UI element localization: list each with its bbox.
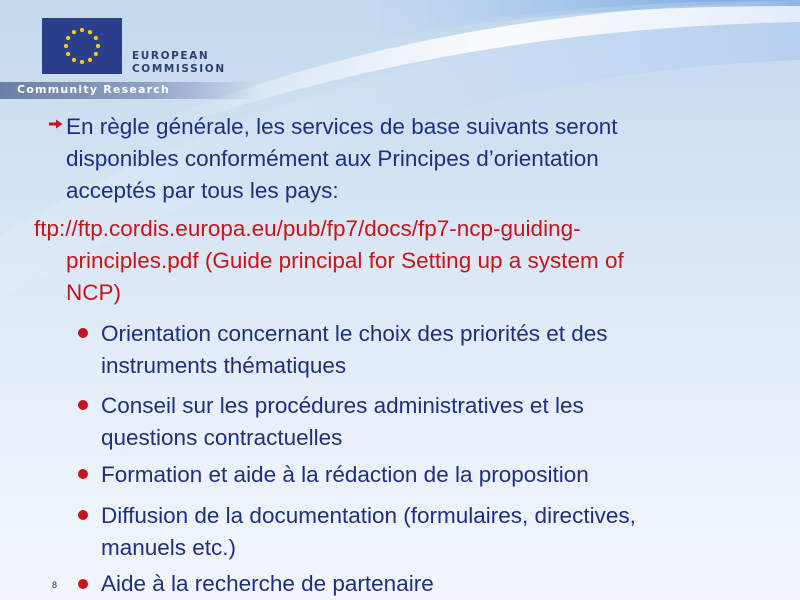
bullet-dot-icon — [78, 510, 88, 520]
service-item-4-line-1: Diffusion de la documentation (formulaires, directives, — [101, 503, 636, 528]
page-number: 8 — [52, 580, 58, 590]
intro-line-3: acceptés par tous les pays: — [66, 178, 339, 203]
service-item-2-line-2: questions contractuelles — [101, 425, 343, 450]
guide-link-line-3[interactable]: NCP) — [66, 280, 121, 305]
bullet-dot-icon — [78, 400, 88, 410]
org-line-1: EUROPEAN — [132, 50, 210, 62]
guide-link-line-2[interactable]: principles.pdf (Guide principal for Setting up a system of — [66, 248, 624, 273]
org-line-2: COMMISSION — [132, 63, 226, 75]
guide-link-line-1[interactable]: ftp://ftp.cordis.europa.eu/pub/fp7/docs/fp7-ncp-guiding- — [34, 216, 581, 241]
service-item-1-line-2: instruments thématiques — [101, 353, 347, 378]
community-research-label: Community Research — [17, 83, 170, 96]
service-item-3-line-1: Formation et aide à la rédaction de la proposition — [101, 462, 589, 487]
service-item-2-line-1: Conseil sur les procédures administratives et les — [101, 393, 584, 418]
service-item-1-line-1: Orientation concernant le choix des priorités et des — [101, 321, 608, 346]
service-item-4-line-2: manuels etc.) — [101, 535, 237, 560]
service-item-5-line-1: Aide à la recherche de partenaire — [101, 571, 434, 596]
bullet-dot-icon — [78, 328, 88, 338]
intro-line-2: disponibles conformément aux Principes d’orientation — [66, 146, 599, 171]
bullet-dot-icon — [78, 469, 88, 479]
intro-line-1: En règle générale, les services de base suivants seront — [66, 114, 618, 139]
bullet-dot-icon — [78, 579, 88, 589]
arrow-bullet-icon — [48, 118, 64, 130]
